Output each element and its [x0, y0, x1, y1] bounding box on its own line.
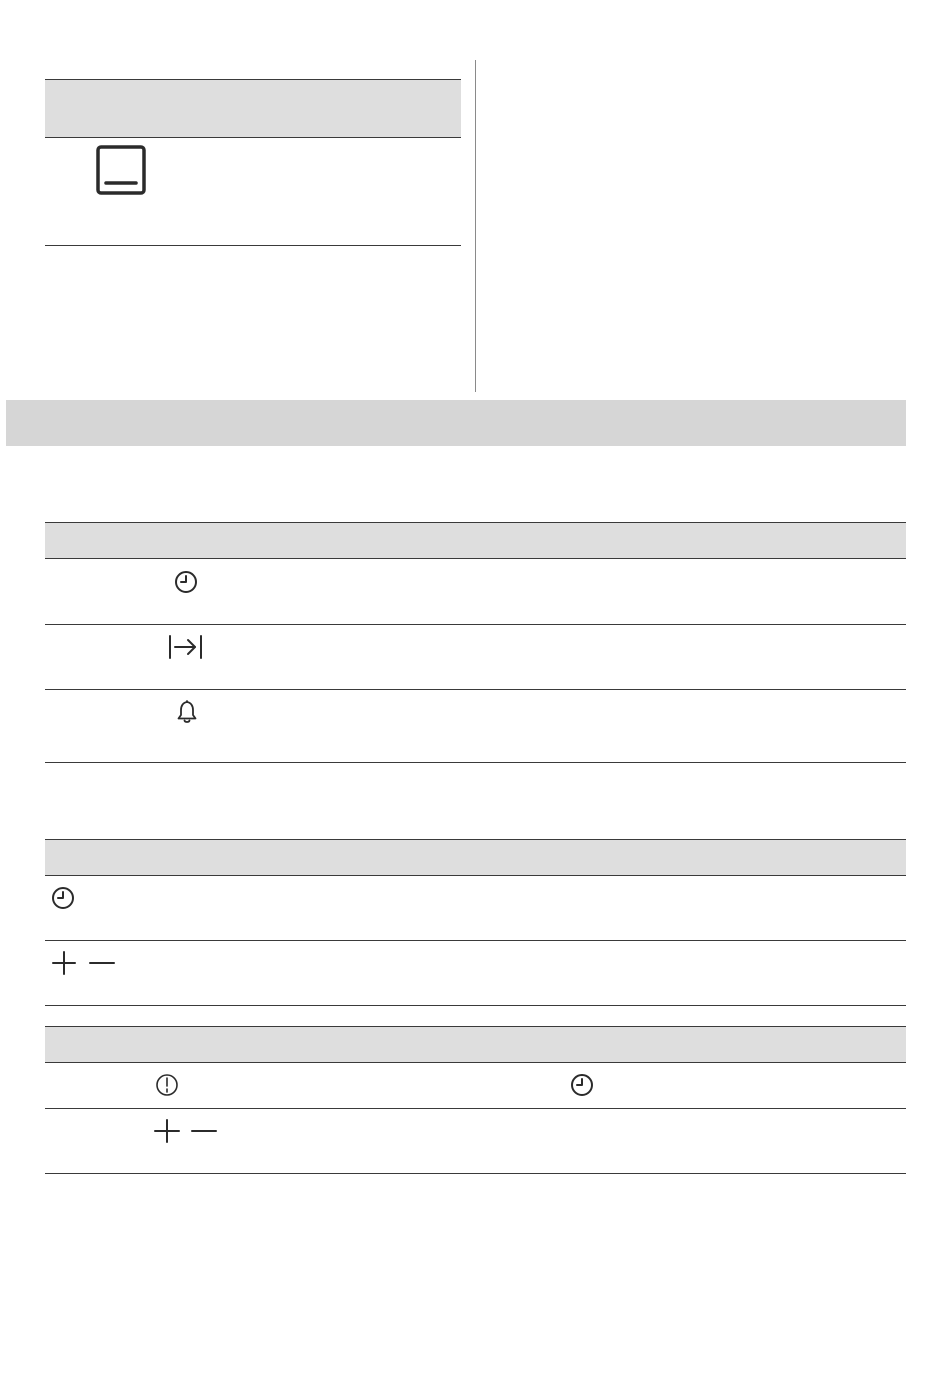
section-banner	[6, 400, 906, 446]
set-time-table-header	[45, 840, 906, 875]
clock-icon	[51, 886, 75, 910]
table-row-rule	[45, 1108, 906, 1109]
table-row-rule	[45, 689, 906, 690]
plus-icon	[154, 1119, 180, 1143]
change-time-table-header-rule	[45, 1062, 906, 1063]
table-bottom-rule	[45, 1005, 906, 1006]
bell-icon	[176, 699, 198, 725]
clock-icon	[174, 570, 198, 594]
column-divider	[475, 60, 476, 392]
set-time-table-header-rule	[45, 875, 906, 876]
end-time-icon	[168, 634, 204, 660]
table-row-rule	[45, 624, 906, 625]
clock-blink-icon	[155, 1073, 179, 1097]
clock-icon	[570, 1073, 594, 1097]
table-header-rule	[45, 137, 461, 138]
table-header	[45, 80, 461, 137]
table-bottom-rule	[45, 1173, 906, 1174]
clock-table-header	[45, 523, 906, 558]
table-bottom-rule	[45, 762, 906, 763]
minus-icon	[89, 951, 115, 975]
table-bottom-rule	[45, 245, 461, 246]
minus-icon	[191, 1119, 217, 1143]
clock-table-header-rule	[45, 558, 906, 559]
oven-function-icon	[96, 145, 146, 195]
plus-icon	[52, 951, 76, 975]
table-row-rule	[45, 940, 906, 941]
change-time-table-header	[45, 1027, 906, 1062]
